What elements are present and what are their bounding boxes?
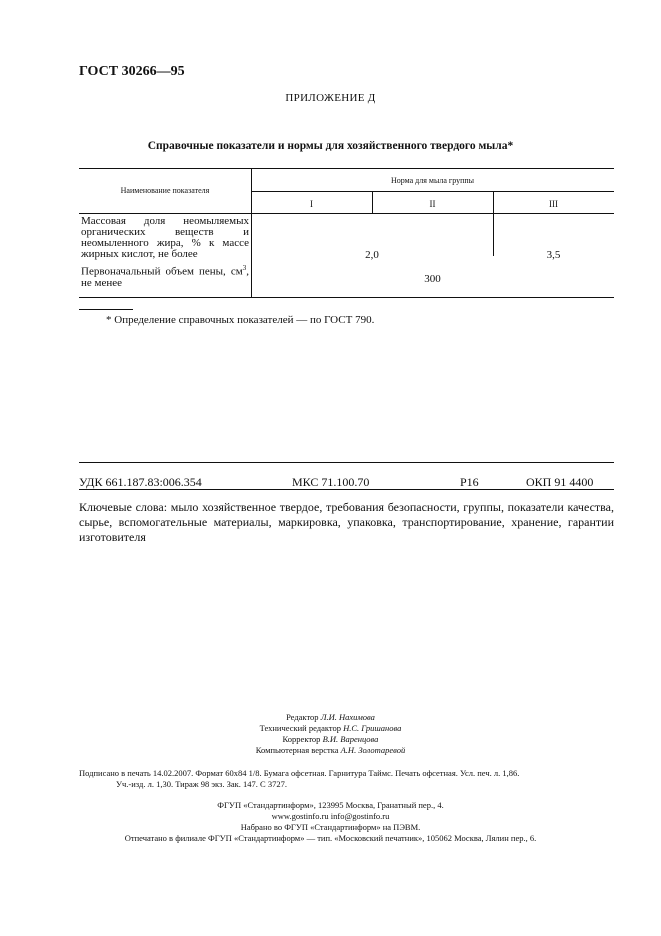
table-border-top [79, 168, 614, 169]
tech-editor-label: Технический редактор [259, 723, 341, 733]
row-unsaponifiable-value-iii: 3,5 [546, 249, 561, 261]
publisher-line-4: Отпечатано в филиале ФГУП «Стандартинформ» — тип. «Московский печатник», 105062 Москва, Лялин пер., 6. [124, 833, 537, 843]
footnote: * Определение справочных показателей — по ГОСТ 790. [106, 314, 375, 326]
row-unsaponifiable-value-i-ii: 2,0 [365, 249, 379, 261]
keywords: Ключевые слова: мыло хозяйственное твердое, требования безопасности, группы, показатели качества, сырье, вспомогательные материалы, маркировка, упаковка, транспортирование, хранение, гарантии изготовителя [79, 500, 614, 544]
table-title: Справочные показатели и нормы для хозяйственного твердого мыла* [147, 140, 514, 152]
credit-tech-editor [0, 723, 661, 734]
mks-code: МКС 71.100.70 [292, 475, 370, 489]
credit-proofreader [0, 734, 661, 745]
okp-code: ОКП 91 4400 [526, 475, 594, 489]
row-foam-value: 300 [424, 273, 441, 285]
proofreader-name: В.И. Варенцова [322, 734, 379, 744]
proofreader-label: Корректор [282, 734, 321, 744]
standard-number: ГОСТ 30266—95 [79, 64, 185, 79]
group-iii-label: III [549, 199, 558, 209]
footnote-separator [79, 309, 133, 310]
codes-separator [79, 462, 614, 463]
credit-editor [0, 712, 661, 723]
credits [0, 712, 661, 756]
group-i-label: I [310, 199, 313, 209]
table-header-bottom-line [79, 213, 614, 214]
table-border-bottom [79, 297, 614, 298]
publisher-info [0, 800, 661, 844]
publisher-line-1: ФГУП «Стандартинформ», 123995 Москва, Гранатный пер., 4. [217, 800, 444, 810]
row-foam-name-tail: , не менее [81, 265, 249, 289]
header-norm: Норма для мыла группы [390, 176, 475, 185]
row-foam-name [81, 263, 249, 289]
row-foam-name-main: Первоначальный объем пены, см [81, 265, 243, 278]
udk-code: УДК 661.187.83:006.354 [79, 475, 202, 489]
print-info [79, 768, 614, 790]
codes-bottom-separator [79, 489, 614, 490]
group-code: Р16 [460, 475, 479, 489]
publisher-line-3: Набрано во ФГУП «Стандартинформ» на ПЭВМ. [240, 822, 421, 832]
tech-editor-name: Н.С. Гришанова [343, 723, 402, 733]
credit-layout [0, 745, 661, 756]
editor-label: Редактор [286, 712, 319, 722]
header-indicator: Наименование показателя [120, 186, 210, 195]
layout-label: Компьютерная верстка [255, 745, 339, 755]
print-info-line-1: Подписано в печать 14.02.2007. Формат 60х84 1/8. Бумага офсетная. Гарнитура Таймс. Печать офсетная. Усл. печ. л. 1,86. [79, 768, 520, 778]
appendix-title: ПРИЛОЖЕНИЕ Д [285, 92, 376, 104]
editor-name: Л.И. Нахимова [320, 712, 375, 722]
layout-name: А.Н. Золотаревой [340, 745, 406, 755]
row-unsaponifiable-name: Массовая доля неомыляемых органических веществ и неомыленного жира, % к массе жирных кислот, не более [81, 215, 249, 260]
norms-table [79, 168, 614, 298]
row-foam-name-sup: 3 [242, 264, 247, 272]
group-ii-label: II [429, 199, 436, 209]
print-info-line-2: Уч.-изд. л. 1,30. Тираж 98 экз. Зак. 147. С 3727. [116, 779, 287, 789]
publisher-line-2: www.gostinfo.ru info@gostinfo.ru [271, 811, 390, 821]
table-subheader-line [251, 191, 614, 192]
